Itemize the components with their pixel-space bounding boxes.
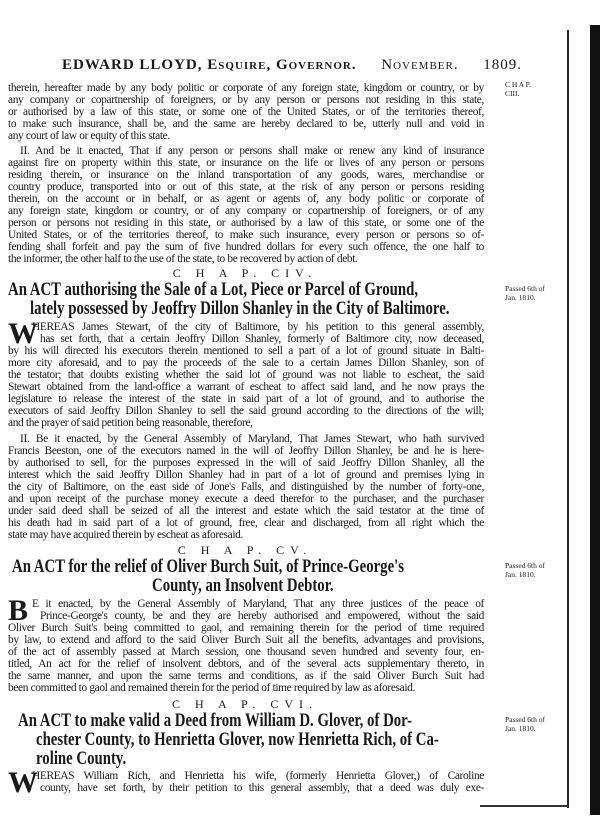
drop-cap: W — [8, 317, 38, 350]
act-title: An ACT to make valid a Deed from William D. Glover, of Dor- — [18, 711, 413, 731]
chapter-heading: C H A P. CV. — [177, 543, 313, 557]
body-line: against fire on property within this state, or insurance on the life or lives of any person or persons — [8, 157, 484, 169]
body-line: any company or copartnership of foreigners, or by any person or persons not residing in this state, — [8, 94, 484, 106]
act-title: County, an Insolvent Debtor. — [152, 576, 334, 596]
body-line: therein, hereafter made by any body politic or corporate of any foreign state, kingdom or country, or by — [8, 82, 484, 94]
body-line: country produce, transported into or out of this state, at the risk of any person or persons residing — [8, 181, 484, 193]
body-line: therein, on the account or in behalf, or as agent or agents of, any body politic or corporate of — [8, 193, 484, 205]
chapter-heading: C H A P. CVI. — [171, 697, 319, 711]
body-line: the informer, the other half to the use of the state, to be recovered by action of debt. — [8, 253, 358, 265]
margin-note: Passed 6th of — [505, 715, 545, 724]
body-line: titled, An act for the relief of insolvent debtors, and of the several acts supplementary thereto, in — [8, 658, 484, 670]
body-line: Francis Beeston, one of the executors named in the will of Jeoffry Dillon Shanley, be and he is here- — [8, 445, 484, 457]
body-line: residing therein, or insurance on the inland transportation of any goods, wares, merchandise or — [8, 169, 484, 181]
header-governor: EDWARD LLOYD, Esquire, Governor. — [62, 57, 357, 73]
body-line: interest which the said Jeoffry Dillon Shanley had in part of a lot of ground and premises lying in — [8, 469, 484, 481]
body-line: of the act of assembly passed at March session, one thousand seven hundred and seventy four, en- — [8, 646, 484, 658]
body-line: executors of said Jeoffry Dillon Shanley to sell the said ground according to the directions of the will; — [8, 405, 484, 417]
body-line: Prince-George's county, be and they are hereby authorised and empowered, without the said — [40, 610, 484, 622]
margin-note: Jan. 1810. — [505, 724, 536, 733]
chapter-heading: C H A P. CIV. — [172, 266, 318, 280]
page-border-bottom — [480, 805, 568, 807]
body-line: II. And be it enacted, That if any person or persons shall make or renew any kind of insurance — [20, 145, 484, 157]
header-year: 1809. — [483, 57, 522, 73]
body-line: under said deed shall be seized of all the interest and estate which the said testator at the time of — [8, 505, 484, 517]
margin-note: Jan. 1810. — [505, 293, 536, 302]
body-line: the same manner, and upon the same terms and conditions, as if the said Oliver Burch Suit had — [8, 670, 484, 682]
act-title: An ACT for the relief of Oliver Burch Suit, of Prince-George's — [12, 557, 405, 577]
running-header — [62, 56, 522, 74]
body-line: county, have set forth, by their petition to this general assembly, that a deed was duly exe- — [40, 782, 484, 794]
body-line: by authorised to sell, for the purposes expressed in the will of said Jeoffry Dillon Shanley, all the — [8, 457, 484, 469]
body-line: HEREAS William Rich, and Henrietta his wife, (formerly Henrietta Glover,) of Caroline — [32, 770, 484, 782]
body-line: E it enacted, by the General Assembly of Maryland, That any three justices of the peace of — [32, 598, 484, 610]
margin-note: Jan. 1810. — [505, 570, 536, 579]
act-title: roline County. — [36, 749, 127, 769]
body-line: and upon receipt of the purchase money execute a deed therefor to the purchaser, and the purchaser — [8, 493, 484, 505]
body-line: any foreign state, kingdom or country, or of any company or copartnership of foreigners, or of any — [8, 205, 484, 217]
body-line: has set forth, that a certain Jeoffry Dillon Shanley, formerly of Baltimore city, now deceased, — [40, 333, 484, 345]
margin-note: CIII. — [505, 89, 520, 98]
act-title: chester County, to Henrietta Glover, now Henrietta Rich, of Ca- — [36, 730, 439, 750]
body-line: the testator; that doubts existing whether the said lot of ground was not liable to escheat, the said — [8, 369, 484, 381]
body-line: II. Be it enacted, by the General Assembly of Maryland, That James Stewart, who hath survived — [20, 433, 484, 445]
body-line: and the prayer of said petition being reasonable, therefore, — [8, 417, 253, 429]
body-line: person or persons not residing in this state, or authorised by a law of this state, or some one of the — [8, 217, 484, 229]
body-line: more city aforesaid, and to pay the proceeds of the sale to a certain James Dillon Shanley, son of — [8, 357, 484, 369]
scan-edge — [590, 25, 600, 815]
body-line: the city of Baltimore, on the east side of Jone's Falls, and distinguished by the number of forty-one, — [8, 481, 484, 493]
body-line: legislature to release the interest of the state in said part of a lot of ground, and to authorise the — [8, 393, 484, 405]
body-line: to make such insurance, shall be, and the same are hereby declared to be, utterly null and void in — [8, 118, 484, 130]
body-line: fending shall forfeit and pay the sum of five hundred dollars for every such offence, the one half to — [8, 241, 484, 253]
drop-cap: B — [8, 594, 29, 627]
margin-note: C H A P. — [505, 80, 531, 89]
margin-note: Passed 6th of — [505, 561, 545, 570]
act-title: lately possessed by Jeoffry Dillon Shanley in the City of Baltimore. — [30, 299, 450, 319]
body-line: state may have acquired therein by escheat as aforesaid. — [8, 529, 243, 541]
header-month: November. — [381, 57, 459, 73]
body-line: Oliver Burch Suit's being committed to gaol, and remaining therein for the period of time required — [8, 622, 484, 634]
body-line: United States, or of the territories thereof, to make such insurance, every person or persons so of- — [8, 229, 484, 241]
drop-cap: W — [8, 766, 38, 799]
page-border — [567, 30, 569, 808]
body-line: Stewart obtained from the land-office a warrant of escheat to affect said land, and he now prays the — [8, 381, 484, 393]
body-line: HEREAS James Stewart, of the city of Baltimore, by his petition to this general assembly, — [32, 321, 484, 333]
margin-note: Passed 6th of — [505, 284, 545, 293]
body-line: been committed to gaol and remained therein for the period of time required by law as aforesaid. — [8, 682, 415, 694]
body-line: any court of law or equity of this state. — [8, 130, 170, 142]
act-title: An ACT authorising the Sale of a Lot, Piece or Parcel of Ground, — [8, 280, 419, 300]
body-line: or authorised by a law of this state, or some one of the United States, or of the territories thereof, — [8, 106, 484, 118]
body-line: by law, to extend and afford to the said Oliver Burch Suit all the benefits, advantages and provisions, — [8, 634, 484, 646]
body-line: by his will directed his executors therein mentioned to sell a part of a lot of ground situate in Balti- — [8, 345, 484, 357]
body-line: his death had in said part of a lot of ground, free, clear and discharged, from all right which the — [8, 517, 484, 529]
